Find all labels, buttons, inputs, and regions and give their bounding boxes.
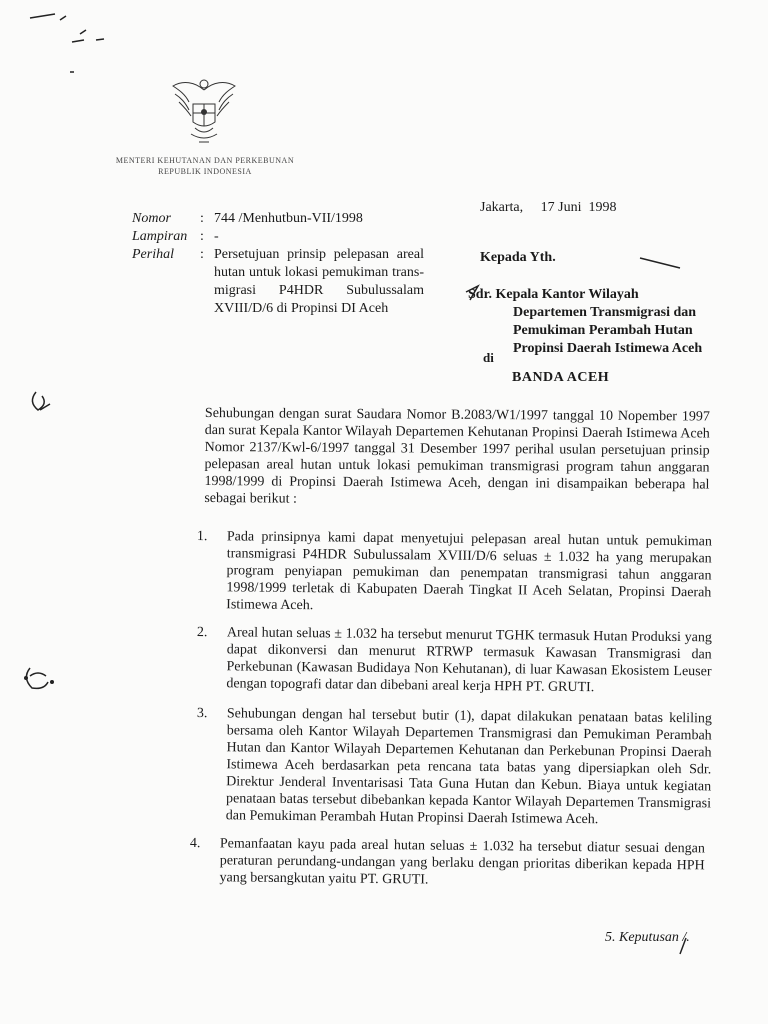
ministry-name: MENTERI KEHUTANAN DAN PERKEBUNAN (115, 156, 295, 165)
ministry-country: REPUBLIK INDONESIA (158, 167, 252, 176)
addressee-line4: Propinsi Daerah Istimewa Aceh (513, 341, 703, 356)
item-text: Pemanfaatan kayu pada areal hutan seluas ± 1.032 ha tersebut diatur sesuai dengan peraturan perundang-undangan yang berlaku dengan prioritas diberikan kepada HPH yang bersangkutan yaitu PT. GRUTI. (219, 836, 705, 888)
item-text: Pada prinsipnya kami dapat menyetujui pelepasan areal hutan untuk pemukiman transmigrasi P4HDR Subulussalam XVIII/D/6 seluas ± 1.032 ha yang merupakan program penyiapan pemukiman dan penempatan transmigrasi tahun anggaran 1998/1999 terletak di Kabupaten Daerah Tingkat II Aceh Selatan, Propinsi Daerah Istimewa Aceh. (226, 529, 712, 614)
item-text: Areal hutan seluas ± 1.032 ha tersebut menurut TGHK termasuk Hutan Produksi yang dapat dikonversi dan menurut RTRWP termasuk Kawasan Transmigrasi dan Perkebunan (Kawasan Budidaya Non Kehutanan), di luar Kawasan Ekosistem Leuser dengan topografi datar dan dibebani areal kerja HPH PT. GRUTI. (226, 625, 712, 696)
item-number: 2. (196, 624, 208, 641)
addressee-city: BANDA ACEH (512, 370, 610, 385)
separator: : (200, 247, 204, 262)
addressee-title: Kepala Kantor Wilayah (495, 287, 639, 302)
continuation-note: 5. Keputusan /. (605, 930, 690, 945)
lampiran-value: - (214, 229, 219, 244)
item-number: 4. (189, 835, 201, 852)
separator: : (200, 229, 204, 244)
perihal-label: Perihal (132, 247, 174, 262)
nomor-value: 744 /Menhutbun-VII/1998 (214, 211, 363, 226)
separator: : (200, 211, 204, 226)
letter-date: Jakarta, 17 Juni 1998 (480, 200, 617, 215)
addressee-line3: Pemukiman Perambah Hutan (513, 323, 693, 338)
item-number: 1. (196, 528, 208, 545)
kepada-yth: Kepada Yth. (480, 250, 556, 265)
item-number: 3. (196, 705, 208, 722)
addressee-line2: Departemen Transmigrasi dan (513, 305, 697, 320)
intro-paragraph: Sehubungan dengan surat Saudara Nomor B.2083/W1/1997 tanggal 10 Nopember 1997 dan surat Kepala Kantor Wilayah Departemen Kehutanan Propinsi Daerah Istimewa Aceh Nomor 2137/Kwl-6/1997 tanggal 31 Desember 1997 perihal usulan persetujuan prinsip pelepasan areal hutan untuk lokasi pemukiman transmigrasi program tahun anggaran 1998/1999 di Propinsi Daerah Istimewa Aceh, dengan ini disampaikan beberapa hal sebagai berikut : (204, 405, 710, 507)
di-label: di (483, 350, 494, 365)
sdr-prefix: Sdr. (468, 287, 493, 302)
perihal-value: Persetujuan prinsip pelepasan areal hutan untuk lokasi pemukiman trans-migrasi P4HDR Subulussalam XVIII/D/6 di Propinsi DI Aceh (214, 247, 424, 316)
nomor-label: Nomor (132, 211, 171, 226)
lampiran-label: Lampiran (132, 229, 188, 244)
item-text: Sehubungan dengan hal tersebut butir (1), dapat dilakukan penataan batas keliling bersama oleh Kantor Wilayah Departemen Transmigrasi dan Pemukiman Perambah Hutan dan Kantor Wilayah Departemen Kehutanan dan Perkebunan Propinsi Daerah Istimewa Aceh berdasarkan peta rencana tata batas yang dipersiapkan oleh Sdr. Direktur Jenderal Inventarisasi Tata Guna Hutan dan Kebun. Biaya untuk kegiatan penataan batas tersebut dibebankan kepada Kantor Wilayah Departemen Transmigrasi dan Pemukiman Perambah Hutan Propinsi Daerah Istimewa Aceh. (225, 706, 712, 828)
